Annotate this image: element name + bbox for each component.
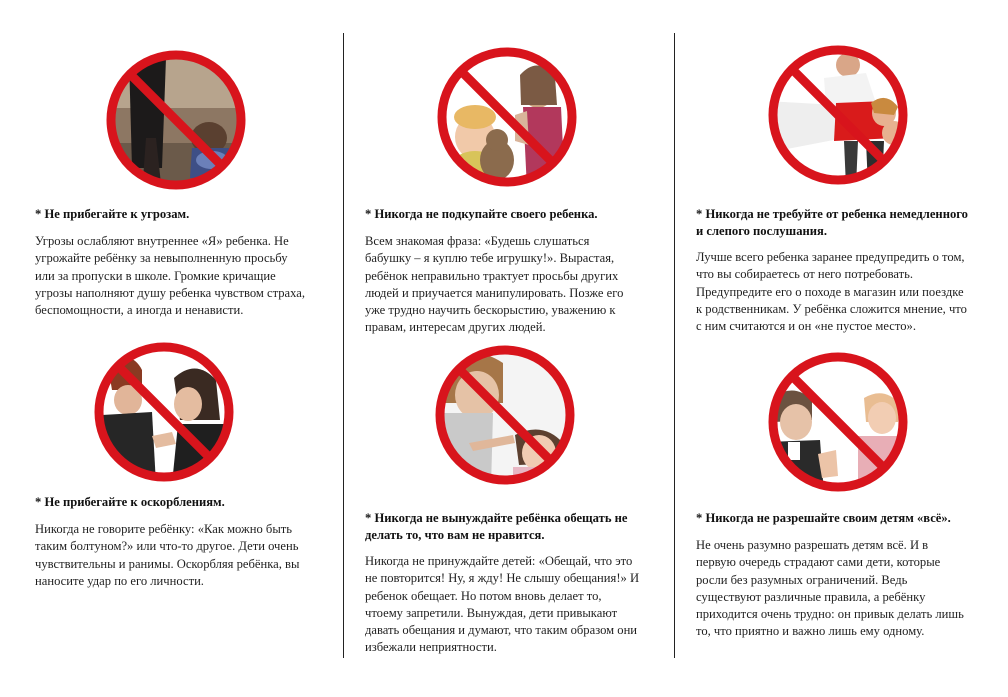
column-divider-right	[674, 33, 675, 658]
section-insults-text: Никогда не говорите ребёнку: «Как можно быть таким болтуном?» или что-то другое. Дети очень чувствительны и ранимы. Оскорбляя ребёнка, вы наносите удар по его личности.	[35, 522, 300, 588]
section-bribe-title: * Никогда не подкупайте своего ребенка.	[365, 207, 598, 221]
section-permissive-text: Не очень разумно разрешать детям всё. И в первую очередь страдают сами дети, которые росли без разумных ограничений. Ведь существуют различные правила, а ребёнку приходится очень трудно: он привык делать лишь то, что приятно и важно лишь ему одному.	[696, 538, 964, 639]
prohibited-insult-icon	[92, 340, 236, 484]
prohibited-promise-icon	[433, 343, 577, 487]
section-promise-text: Никогда не принуждайте детей: «Обещай, что это не повторится! Ну, я жду! Не слышу обещания!» И ребенок обещает. Но потом вновь делает то, чтоему запретили. Вынуждая, дети привыкают давать обещания и думают, что таким образом они избежали неприятности.	[365, 554, 640, 655]
section-insults-title: * Не прибегайте к оскорблениям.	[35, 495, 225, 509]
section-permissive-title: * Никогда не разрешайте своим детям «всё».	[696, 511, 951, 525]
section-obedience-text: Лучше всего ребенка заранее предупредить о том, что вы собираетесь от него потребовать. Предупредите его о походе в магазин или поездке к родственникам. У ребёнка сложится мнение, что с ним считаются и он «не пустое место».	[696, 250, 967, 334]
prohibited-threat-icon	[104, 48, 248, 192]
section-threats-text: Угрозы ослабляют внутреннее «Я» ребенка. Не угрожайте ребёнку за невыполненную просьбу или за пропуски в школе. Громкие кричащие угрозы наполняют душу ребенка чувством страха, беспомощности, а иногда и ненависти.	[35, 234, 305, 318]
prohibited-permissive-icon	[766, 350, 910, 494]
prohibited-yelling-icon	[766, 43, 910, 187]
section-bribe-text: Всем знакомая фраза: «Будешь слушаться бабушку – я куплю тебе игрушку!». Вырастая, ребёнок неправильно трактует просьбы других людей и приучается манипулировать. Позже его уже трудно научить бескорыстию, уважению к правам, интересам других людей.	[365, 234, 624, 335]
section-threats-title: * Не прибегайте к угрозам.	[35, 207, 190, 221]
section-obedience-title: * Никогда не требуйте от ребенка немедленного и слепого послушания.	[696, 207, 968, 238]
prohibited-bribe-icon	[435, 45, 579, 189]
column-divider-left	[343, 33, 344, 658]
section-promise-title: * Никогда не вынуждайте ребёнка обещать не делать то, что вам не нравится.	[365, 511, 628, 542]
